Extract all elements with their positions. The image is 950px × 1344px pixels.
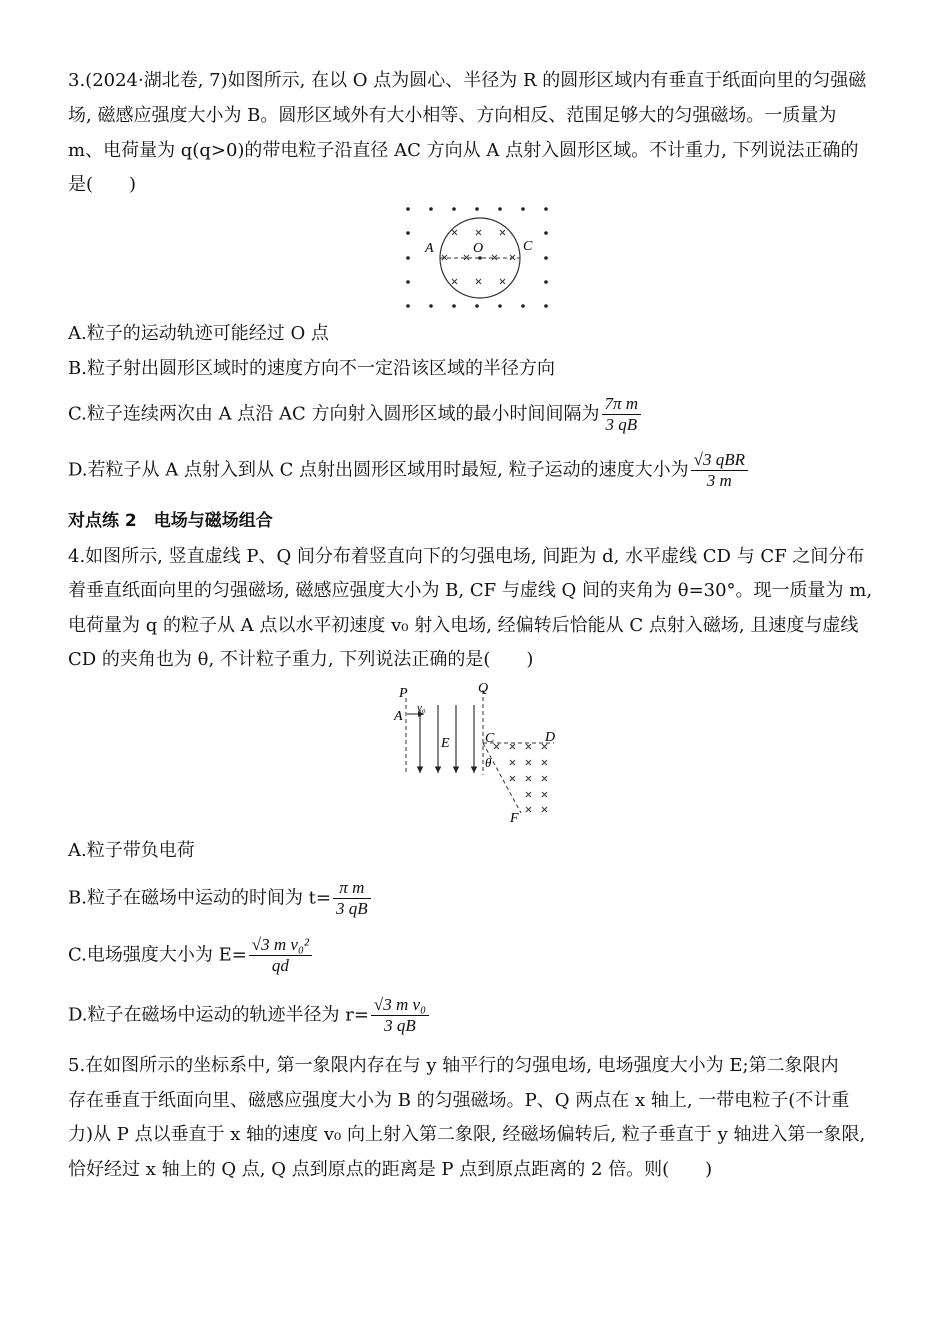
q5-stem-line3: 力)从 P 点以垂直于 x 轴的速度 v₀ 向上射入第二象限, 经磁场偏转后, 粒子垂直于 y 轴进入第一象限, xyxy=(68,1124,866,1145)
q4-option-c-text: C.电场强度大小为 E= xyxy=(68,944,247,966)
q3-option-d-text: D.若粒子从 A 点射入到从 C 点射出圆形区域用时最短, 粒子运动的速度大小为 xyxy=(68,459,689,481)
q3-option-c-text: C.粒子连续两次由 A 点沿 AC 方向射入圆形区域的最小时间间隔为 xyxy=(68,403,600,425)
q4-option-b xyxy=(68,878,371,919)
q3-stem-line1: 3.(2024·湖北卷, 7)如图所示, 在以 O 点为圆心、半径为 R 的圆形区域内有垂直于纸面向里的匀强磁 xyxy=(68,70,867,91)
q3-option-d xyxy=(68,450,748,491)
label-d: D xyxy=(545,730,556,745)
label-theta: θ xyxy=(485,755,492,770)
q3-stem-line3: m、电荷量为 q(q>0)的带电粒子沿直径 AC 方向从 A 点射入圆形区域。不计重力, 下列说法正确的 xyxy=(68,140,859,161)
q3-stem-line2: 场, 磁感应强度大小为 B。圆形区域外有大小相等、方向相反、范围足够大的匀强磁场。一质量为 xyxy=(68,105,837,126)
q4-option-b-text: B.粒子在磁场中运动的时间为 t= xyxy=(68,887,331,909)
q4-option-d xyxy=(68,995,429,1036)
q3-figure-magnetic-circle xyxy=(396,200,556,315)
q4-stem-line1: 4.如图所示, 竖直虚线 P、Q 间分布着竖直向下的匀强电场, 间距为 d, 水平虚线 CD 与 CF 之间分布 xyxy=(68,546,865,567)
dashed-line-cf xyxy=(483,743,521,813)
q5-stem-line4: 恰好经过 x 轴上的 Q 点, Q 点到原点的距离是 P 点到原点距离的 2 倍。则( ) xyxy=(68,1159,713,1180)
q5-stem-line2: 存在垂直于纸面向里、磁感应强度大小为 B 的匀强磁场。P、Q 两点在 x 轴上, 一带电粒子(不计重 xyxy=(68,1090,850,1111)
q4-option-d-text: D.粒子在磁场中运动的轨迹半径为 r= xyxy=(68,1004,369,1026)
q4-option-c xyxy=(68,935,312,976)
q4-figure-field-combination xyxy=(390,680,570,825)
q3-option-b: B.粒子射出圆形区域时的速度方向不一定沿该区域的半径方向 xyxy=(68,358,555,379)
q3-option-c xyxy=(68,394,641,435)
q4-stem-line2: 着垂直纸面向里的匀强磁场, 磁感应强度大小为 B, CF 与虚线 Q 间的夹角为 θ=30°。现一质量为 m, xyxy=(68,580,873,601)
label-v0: v₀ xyxy=(417,702,426,714)
q4-option-d-fraction: $\frac{\text{√3 m v₀}}{3 qB}$ xyxy=(371,995,429,1036)
q4-stem-line4: CD 的夹角也为 θ, 不计粒子重力, 下列说法正确的是( ) xyxy=(68,649,534,670)
label-o: O xyxy=(473,241,484,256)
label-c: C xyxy=(485,731,495,746)
q4-stem-line3: 电荷量为 q 的粒子从 A 点以水平初速度 v₀ 射入电场, 经偏转后恰能从 C 点射入磁场, 且速度与虚线 xyxy=(68,615,859,636)
label-a: A xyxy=(394,709,403,724)
label-c: C xyxy=(523,239,533,254)
q4-option-c-fraction: $\frac{\text{√3 m v₀²}}{qd}$ xyxy=(249,935,312,976)
q4-option-b-fraction: $\frac{\text{π m}}{3 qB}$ xyxy=(333,878,371,919)
q3-option-c-fraction: $\frac{\text{7π m}}{3 qB}$ xyxy=(602,394,642,435)
magnetic-field-crosses xyxy=(494,744,547,812)
inside-field-crosses xyxy=(442,230,515,284)
label-e: E xyxy=(441,736,450,751)
center-o-dot xyxy=(478,256,482,260)
label-q: Q xyxy=(478,681,489,696)
label-f: F xyxy=(510,811,519,825)
label-p: P xyxy=(399,686,408,701)
section2-heading: 对点练 2 电场与磁场组合 xyxy=(68,511,273,531)
q3-stem-line4: 是( ) xyxy=(68,174,137,195)
label-a: A xyxy=(425,241,434,256)
q3-option-d-fraction: $\frac{\text{√3 qBR}}{3 m}$ xyxy=(691,450,748,491)
q3-option-a: A.粒子的运动轨迹可能经过 O 点 xyxy=(68,323,329,344)
q4-option-a: A.粒子带负电荷 xyxy=(68,840,195,861)
q5-stem-line1: 5.在如图所示的坐标系中, 第一象限内存在与 y 轴平行的匀强电场, 电场强度大小为 E;第二象限内 xyxy=(68,1055,839,1076)
